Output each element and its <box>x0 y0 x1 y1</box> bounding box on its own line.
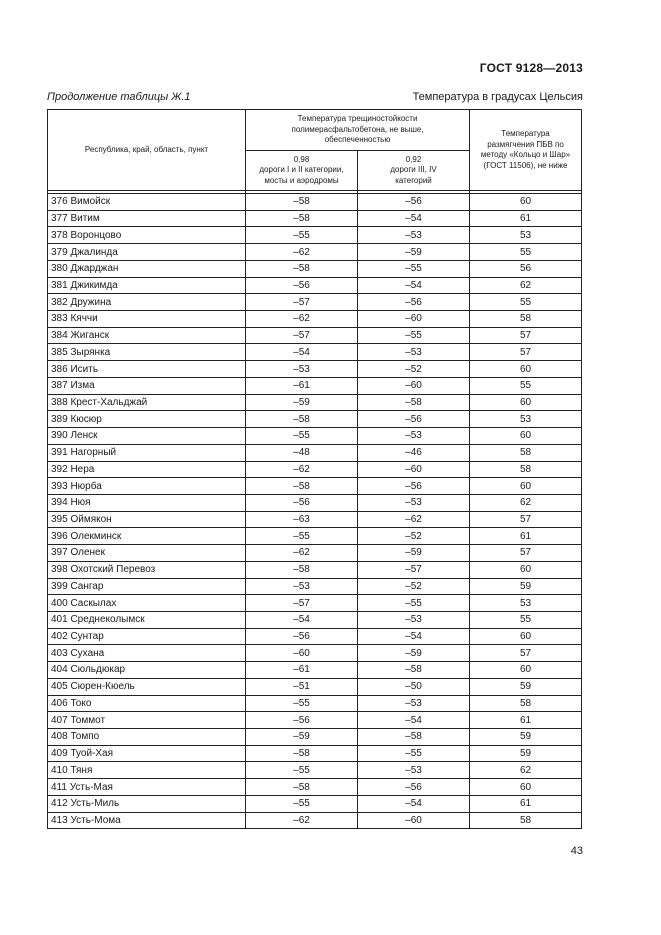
temp-098-cell: –53 <box>246 578 358 595</box>
table-row <box>48 678 582 695</box>
temp-092-cell: –60 <box>358 461 470 478</box>
softening-header-label: Температура размягчения ПБВ по методу «Кольцо и Шар» (ГОСТ 11506), не ниже <box>480 129 571 170</box>
temp-098-cell: –51 <box>246 678 358 695</box>
temp-098-cell: –55 <box>246 428 358 445</box>
temp-092-cell: –46 <box>358 444 470 461</box>
temp-092-cell: –53 <box>358 227 470 244</box>
region-name-cell: 395 Оймякон <box>48 511 246 528</box>
region-name-cell: 380 Джарджан <box>48 260 246 277</box>
softening-temp-cell: 60 <box>470 394 582 411</box>
table-row <box>48 210 582 227</box>
table-continuation-label: Продолжение таблицы Ж.1 <box>47 91 191 103</box>
temp-098-cell: –56 <box>246 277 358 294</box>
table-row <box>48 377 582 394</box>
table-row <box>48 478 582 495</box>
temp-098-cell: –57 <box>246 327 358 344</box>
region-name-cell: 394 Нюя <box>48 494 246 511</box>
temp-098-cell: –48 <box>246 444 358 461</box>
region-name-cell: 392 Нера <box>48 461 246 478</box>
temp-092-cell: –54 <box>358 712 470 729</box>
region-name-cell: 377 Витим <box>48 210 246 227</box>
table-row <box>48 645 582 662</box>
softening-temp-cell: 60 <box>470 561 582 578</box>
temp-092-cell: –58 <box>358 729 470 746</box>
table-row <box>48 729 582 746</box>
temp-092-cell: –56 <box>358 779 470 796</box>
temp-098-cell: –63 <box>246 511 358 528</box>
temp-092-cell: –62 <box>358 511 470 528</box>
temp-098-cell: –58 <box>246 194 358 211</box>
temp-098-cell: –58 <box>246 779 358 796</box>
region-name-cell: 379 Джалинда <box>48 244 246 261</box>
temp-092-cell: –56 <box>358 194 470 211</box>
softening-temp-cell: 58 <box>470 695 582 712</box>
softening-temp-cell: 58 <box>470 812 582 829</box>
temp-092-cell: –56 <box>358 294 470 311</box>
temp-092-cell: –60 <box>358 377 470 394</box>
col-092-header-line3: категорий <box>395 175 432 185</box>
temp-098-cell: –62 <box>246 461 358 478</box>
temp-098-cell: –55 <box>246 762 358 779</box>
page-number: 43 <box>570 845 583 857</box>
softening-temp-cell: 57 <box>470 545 582 562</box>
region-name-cell: 387 Изма <box>48 377 246 394</box>
softening-temp-cell: 60 <box>470 662 582 679</box>
region-name-cell: 412 Усть-Миль <box>48 795 246 812</box>
temp-092-cell: –54 <box>358 277 470 294</box>
table-row <box>48 595 582 612</box>
temp-092-cell: –54 <box>358 628 470 645</box>
document-code: ГОСТ 9128—2013 <box>479 61 583 75</box>
region-name-cell: 378 Воронцово <box>48 227 246 244</box>
softening-header <box>470 110 582 191</box>
temp-098-cell: –62 <box>246 244 358 261</box>
softening-temp-cell: 56 <box>470 260 582 277</box>
temp-092-cell: –52 <box>358 528 470 545</box>
table-row <box>48 662 582 679</box>
temp-098-cell: –62 <box>246 545 358 562</box>
table-row <box>48 344 582 361</box>
temp-092-cell: –60 <box>358 812 470 829</box>
temperature-table <box>47 109 582 829</box>
table-row <box>48 779 582 796</box>
region-name-cell: 406 Токо <box>48 695 246 712</box>
table-row <box>48 327 582 344</box>
table-row <box>48 611 582 628</box>
softening-temp-cell: 55 <box>470 611 582 628</box>
region-name-cell: 399 Сангар <box>48 578 246 595</box>
temp-092-cell: –53 <box>358 428 470 445</box>
region-name-cell: 403 Сухана <box>48 645 246 662</box>
table-row <box>48 194 582 211</box>
region-name-cell: 400 Саскылах <box>48 595 246 612</box>
temp-098-cell: –56 <box>246 494 358 511</box>
table-row <box>48 795 582 812</box>
table-row <box>48 812 582 829</box>
temp-098-cell: –58 <box>246 478 358 495</box>
temp-098-cell: –59 <box>246 729 358 746</box>
table-row <box>48 745 582 762</box>
region-name-cell: 389 Кюсюр <box>48 411 246 428</box>
softening-temp-cell: 59 <box>470 745 582 762</box>
region-header-label: Республика, край, область, пункт <box>84 144 209 154</box>
softening-temp-cell: 60 <box>470 478 582 495</box>
temp-092-cell: –58 <box>358 662 470 679</box>
table-row <box>48 545 582 562</box>
temp-092-cell: –53 <box>358 344 470 361</box>
temp-092-cell: –55 <box>358 745 470 762</box>
temp-098-cell: –58 <box>246 561 358 578</box>
softening-temp-cell: 61 <box>470 528 582 545</box>
col-098-header-line3: мосты и аэродромы <box>264 175 339 185</box>
temp-098-cell: –55 <box>246 795 358 812</box>
table-row <box>48 277 582 294</box>
softening-temp-cell: 55 <box>470 244 582 261</box>
temp-092-cell: –53 <box>358 494 470 511</box>
temp-098-cell: –56 <box>246 628 358 645</box>
region-name-cell: 390 Ленск <box>48 428 246 445</box>
temp-092-cell: –56 <box>358 478 470 495</box>
table-row <box>48 461 582 478</box>
region-name-cell: 385 Зырянка <box>48 344 246 361</box>
softening-temp-cell: 58 <box>470 461 582 478</box>
softening-temp-cell: 60 <box>470 779 582 796</box>
temp-092-cell: –60 <box>358 311 470 328</box>
table-row <box>48 628 582 645</box>
temp-098-cell: –54 <box>246 344 358 361</box>
softening-temp-cell: 55 <box>470 294 582 311</box>
temp-098-cell: –62 <box>246 311 358 328</box>
table-row <box>48 260 582 277</box>
softening-temp-cell: 53 <box>470 411 582 428</box>
table-body <box>48 194 582 829</box>
softening-temp-cell: 53 <box>470 227 582 244</box>
softening-temp-cell: 60 <box>470 428 582 445</box>
temp-092-cell: –56 <box>358 411 470 428</box>
temp-092-cell: –52 <box>358 361 470 378</box>
softening-temp-cell: 55 <box>470 377 582 394</box>
temp-092-cell: –59 <box>358 645 470 662</box>
region-name-cell: 411 Усть-Мая <box>48 779 246 796</box>
region-name-cell: 402 Сунтар <box>48 628 246 645</box>
temp-098-cell: –60 <box>246 645 358 662</box>
region-name-cell: 393 Нюрба <box>48 478 246 495</box>
softening-temp-cell: 62 <box>470 762 582 779</box>
softening-temp-cell: 59 <box>470 729 582 746</box>
temp-098-cell: –55 <box>246 227 358 244</box>
temp-092-cell: –53 <box>358 611 470 628</box>
softening-temp-cell: 61 <box>470 210 582 227</box>
temp-092-cell: –53 <box>358 762 470 779</box>
temp-092-cell: –55 <box>358 327 470 344</box>
col-098-header-line2: дороги I и II категории, <box>259 165 344 175</box>
table-row <box>48 227 582 244</box>
region-name-cell: 410 Тяня <box>48 762 246 779</box>
region-header <box>48 110 246 191</box>
temp-092-cell: –54 <box>358 210 470 227</box>
table-row <box>48 428 582 445</box>
softening-temp-cell: 58 <box>470 311 582 328</box>
region-name-cell: 409 Туой-Хая <box>48 745 246 762</box>
table-row <box>48 494 582 511</box>
softening-temp-cell: 60 <box>470 194 582 211</box>
table-row <box>48 561 582 578</box>
region-name-cell: 398 Охотский Перевоз <box>48 561 246 578</box>
temp-098-cell: –58 <box>246 260 358 277</box>
softening-temp-cell: 61 <box>470 795 582 812</box>
table-row <box>48 762 582 779</box>
region-name-cell: 384 Жиганск <box>48 327 246 344</box>
table-row <box>48 578 582 595</box>
table-row <box>48 311 582 328</box>
softening-temp-cell: 57 <box>470 344 582 361</box>
region-name-cell: 401 Среднеколымск <box>48 611 246 628</box>
crack-resistance-header <box>246 110 470 151</box>
softening-temp-cell: 61 <box>470 712 582 729</box>
region-name-cell: 408 Томпо <box>48 729 246 746</box>
temp-098-cell: –58 <box>246 210 358 227</box>
temp-092-cell: –53 <box>358 695 470 712</box>
temp-098-cell: –61 <box>246 662 358 679</box>
temp-092-cell: –57 <box>358 561 470 578</box>
temp-098-cell: –55 <box>246 695 358 712</box>
col-092-header-line1: 0,92 <box>405 154 422 164</box>
table-row <box>48 411 582 428</box>
col-098-header-line1: 0,98 <box>293 154 310 164</box>
table-row <box>48 695 582 712</box>
col-092-header <box>358 151 470 191</box>
region-name-cell: 376 Вимойск <box>48 194 246 211</box>
region-name-cell: 405 Сюрен-Кюель <box>48 678 246 695</box>
temp-092-cell: –50 <box>358 678 470 695</box>
temp-092-cell: –55 <box>358 260 470 277</box>
temp-092-cell: –59 <box>358 545 470 562</box>
region-name-cell: 396 Олекминск <box>48 528 246 545</box>
table-row <box>48 712 582 729</box>
units-label: Температура в градусах Цельсия <box>412 91 583 103</box>
temp-098-cell: –58 <box>246 745 358 762</box>
table-row <box>48 361 582 378</box>
region-name-cell: 407 Томмот <box>48 712 246 729</box>
softening-temp-cell: 58 <box>470 444 582 461</box>
temp-098-cell: –57 <box>246 294 358 311</box>
softening-temp-cell: 59 <box>470 578 582 595</box>
table-row <box>48 444 582 461</box>
softening-temp-cell: 57 <box>470 645 582 662</box>
region-name-cell: 391 Нагорный <box>48 444 246 461</box>
region-name-cell: 388 Крест-Хальджай <box>48 394 246 411</box>
softening-temp-cell: 62 <box>470 494 582 511</box>
temp-098-cell: –61 <box>246 377 358 394</box>
softening-temp-cell: 53 <box>470 595 582 612</box>
temp-092-cell: –55 <box>358 595 470 612</box>
temp-098-cell: –53 <box>246 361 358 378</box>
softening-temp-cell: 60 <box>470 628 582 645</box>
table-row <box>48 244 582 261</box>
region-name-cell: 383 Кяччи <box>48 311 246 328</box>
temp-092-cell: –54 <box>358 795 470 812</box>
temp-098-cell: –54 <box>246 611 358 628</box>
region-name-cell: 382 Дружина <box>48 294 246 311</box>
softening-temp-cell: 57 <box>470 511 582 528</box>
temp-098-cell: –55 <box>246 528 358 545</box>
table-row <box>48 294 582 311</box>
crack-resistance-header-label: Температура трещиностойкости полимерасфальтобетона, не выше, обеспеченностью <box>291 114 424 145</box>
softening-temp-cell: 60 <box>470 361 582 378</box>
region-name-cell: 413 Усть-Мома <box>48 812 246 829</box>
table-row <box>48 528 582 545</box>
region-name-cell: 386 Исить <box>48 361 246 378</box>
softening-temp-cell: 57 <box>470 327 582 344</box>
region-name-cell: 397 Оленек <box>48 545 246 562</box>
temp-098-cell: –58 <box>246 411 358 428</box>
col-098-header <box>246 151 358 191</box>
temp-092-cell: –58 <box>358 394 470 411</box>
temp-092-cell: –52 <box>358 578 470 595</box>
table-row <box>48 511 582 528</box>
temp-098-cell: –59 <box>246 394 358 411</box>
temp-098-cell: –56 <box>246 712 358 729</box>
region-name-cell: 404 Сюльдюкар <box>48 662 246 679</box>
table-row <box>48 394 582 411</box>
temp-098-cell: –57 <box>246 595 358 612</box>
temp-098-cell: –62 <box>246 812 358 829</box>
region-name-cell: 381 Джикимда <box>48 277 246 294</box>
softening-temp-cell: 59 <box>470 678 582 695</box>
softening-temp-cell: 62 <box>470 277 582 294</box>
temp-092-cell: –59 <box>358 244 470 261</box>
col-092-header-line2: дороги III, IV <box>390 165 437 175</box>
